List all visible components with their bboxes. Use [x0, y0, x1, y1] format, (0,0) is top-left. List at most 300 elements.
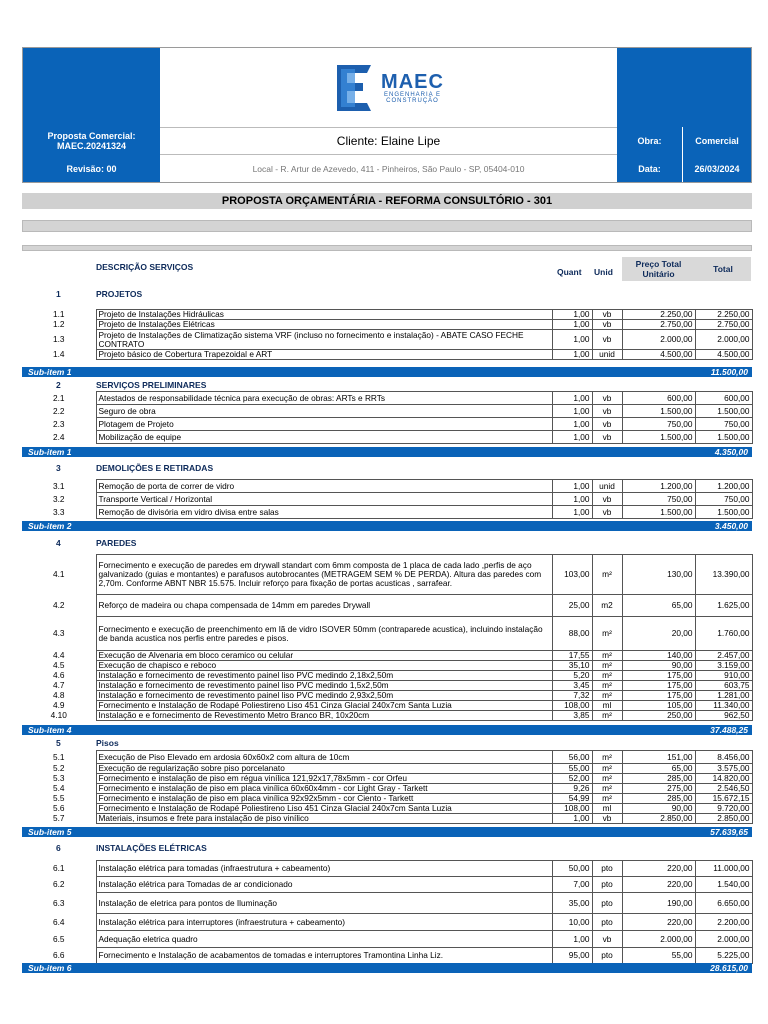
items-table [22, 479, 753, 519]
table-row [22, 671, 752, 681]
item-total: 2.200,00 [695, 914, 752, 931]
item-unit-price: 175,00 [622, 681, 695, 691]
item-unit-price: 90,00 [622, 661, 695, 671]
subtotal-label: Sub-item 4 [28, 725, 72, 735]
item-unit-price: 2.000,00 [622, 931, 695, 948]
item-quantity: 1,00 [552, 931, 592, 948]
item-unit: m² [592, 794, 622, 804]
item-quantity: 1,00 [552, 506, 592, 519]
section-header [22, 289, 752, 301]
table-row [22, 480, 752, 493]
section-title: Pisos [96, 738, 119, 748]
section-title: INSTALAÇÕES ELÉTRICAS [96, 843, 207, 853]
item-unit: pto [592, 914, 622, 931]
table-row [22, 774, 752, 784]
item-total: 4.500,00 [695, 350, 752, 360]
item-unit-price: 285,00 [622, 774, 695, 784]
item-total: 1.200,00 [695, 480, 752, 493]
item-total: 3.575,00 [695, 764, 752, 774]
item-unit-price: 750,00 [622, 493, 695, 506]
item-number: 6.1 [22, 861, 96, 877]
item-unit-price: 2.850,00 [622, 814, 695, 824]
item-description: Materiais, insumos e frete para instalação de piso vinílico [96, 814, 552, 824]
obra-label-cell [617, 127, 683, 155]
item-unit-price: 750,00 [622, 418, 695, 431]
item-unit: vb [592, 392, 622, 405]
item-number: 5.1 [22, 751, 96, 764]
table-row [22, 320, 752, 330]
item-unit: ml [592, 804, 622, 814]
item-number: 4.4 [22, 651, 96, 661]
header-block [22, 47, 752, 183]
item-unit-price: 140,00 [622, 651, 695, 661]
table-row [22, 555, 752, 595]
item-number: 2.2 [22, 405, 96, 418]
item-unit: unid [592, 480, 622, 493]
item-quantity: 52,00 [552, 774, 592, 784]
item-unit-price: 190,00 [622, 893, 695, 914]
table-row [22, 701, 752, 711]
subtotal-row [22, 827, 752, 837]
subtotal-label: Sub-item 1 [28, 447, 72, 457]
item-description: Execução de chapisco e reboco [96, 661, 552, 671]
item-number: 6.5 [22, 931, 96, 948]
table-row [22, 431, 752, 444]
section-header [22, 843, 752, 855]
item-quantity: 10,00 [552, 914, 592, 931]
item-description: Remoção de porta de correr de vidro [96, 480, 552, 493]
section-number: 5 [56, 738, 61, 748]
item-total: 2.000,00 [695, 931, 752, 948]
item-description: Projeto básico de Cobertura Trapezoidal e ART [96, 350, 552, 360]
revision-text: Revisão: 00 [66, 163, 117, 174]
data-value: 26/03/2024 [694, 163, 740, 174]
item-total: 1.500,00 [695, 405, 752, 418]
item-unit: vb [592, 418, 622, 431]
table-row [22, 893, 752, 914]
item-number: 5.7 [22, 814, 96, 824]
item-unit-price: 275,00 [622, 784, 695, 794]
item-description: Fornecimento e execução de preenchimento em lã de vidro ISOVER 50mm (contraparede acustica), incluindo instalação de banda acustica nos perfis entre paredes e pisos. [96, 617, 552, 651]
item-unit: m² [592, 774, 622, 784]
item-total: 2.850,00 [695, 814, 752, 824]
col-quant: Quant [557, 267, 582, 277]
item-description: Fornecimento e Instalação de Rodapé Poliestireno Liso 451 Cinza Glacial 240x7cm Santa Luzia [96, 701, 552, 711]
section-number: 4 [56, 538, 61, 548]
section-title: SERVIÇOS PRELIMINARES [96, 380, 207, 390]
table-row [22, 931, 752, 948]
item-total: 2.250,00 [695, 310, 752, 320]
item-description: Adequação eletrica quadro [96, 931, 552, 948]
table-row [22, 711, 752, 721]
client-text: Cliente: Elaine Lipe [336, 134, 441, 148]
item-quantity: 1,00 [552, 320, 592, 330]
item-unit: m² [592, 784, 622, 794]
subtotal-value: 57.639,65 [710, 827, 748, 837]
item-total: 910,00 [695, 671, 752, 681]
items-table [22, 554, 753, 721]
item-total: 750,00 [695, 418, 752, 431]
logo-area [160, 48, 617, 127]
item-unit: vb [592, 320, 622, 330]
item-number: 6.4 [22, 914, 96, 931]
spacer-bar-1 [22, 220, 752, 232]
item-unit-price: 285,00 [622, 794, 695, 804]
section-number: 1 [56, 289, 61, 299]
subtotal-value: 11.500,00 [710, 367, 748, 377]
item-description: Fornecimento e Instalação de acabamentos de tomadas e interruptores Tramontina Linha Liz. [96, 948, 552, 964]
item-quantity: 17,55 [552, 651, 592, 661]
item-quantity: 108,00 [552, 701, 592, 711]
item-number: 6.2 [22, 877, 96, 893]
item-unit-price: 2.000,00 [622, 330, 695, 350]
item-unit-price: 220,00 [622, 861, 695, 877]
item-description: Projeto de Instalações Hidráulicas [96, 310, 552, 320]
logo [333, 63, 444, 113]
item-quantity: 1,00 [552, 814, 592, 824]
item-unit-price: 1.500,00 [622, 506, 695, 519]
revision-box [23, 155, 160, 182]
item-unit-price: 175,00 [622, 671, 695, 681]
item-total: 8.456,00 [695, 751, 752, 764]
item-description: Execução de Piso Elevado em ardosia 60x60x2 com altura de 10cm [96, 751, 552, 764]
item-unit-price: 105,00 [622, 701, 695, 711]
header-left-top [23, 48, 160, 127]
item-number: 4.2 [22, 595, 96, 617]
location-cell [160, 155, 617, 182]
item-quantity: 88,00 [552, 617, 592, 651]
item-quantity: 1,00 [552, 480, 592, 493]
item-total: 14.820,00 [695, 774, 752, 784]
table-row [22, 861, 752, 877]
table-row [22, 330, 752, 350]
subtotal-row [22, 447, 752, 457]
item-unit: m² [592, 681, 622, 691]
col-preco-line1: Preço Total [635, 259, 682, 269]
item-quantity: 35,10 [552, 661, 592, 671]
table-row [22, 681, 752, 691]
table-row [22, 310, 752, 320]
item-unit: m² [592, 651, 622, 661]
proposal-box [23, 127, 160, 155]
item-description: Instalação elétrica para tomadas (infraestrutura + cabeamento) [96, 861, 552, 877]
item-unit-price: 1.500,00 [622, 431, 695, 444]
item-unit-price: 65,00 [622, 764, 695, 774]
col-total [695, 257, 751, 281]
table-row [22, 751, 752, 764]
item-description: Instalação e fornecimento de revestimento painel liso PVC medindo 2,93x2,50m [96, 691, 552, 701]
item-unit-price: 250,00 [622, 711, 695, 721]
client-cell [160, 127, 617, 155]
item-description: Instalação e fornecimento de revestimento painel liso PVC medindo 1,5x2,50m [96, 681, 552, 691]
item-number: 4.6 [22, 671, 96, 681]
item-number: 1.4 [22, 350, 96, 360]
item-unit-price: 2.250,00 [622, 310, 695, 320]
subtotal-row [22, 725, 752, 735]
subtotal-label: Sub-item 5 [28, 827, 72, 837]
item-description: Seguro de obra [96, 405, 552, 418]
items-table [22, 750, 753, 824]
item-total: 962,50 [695, 711, 752, 721]
item-unit: vb [592, 330, 622, 350]
item-number: 5.6 [22, 804, 96, 814]
col-preco [622, 257, 695, 281]
col-desc: DESCRIÇÃO SERVIÇOS [96, 262, 194, 272]
item-unit: pto [592, 877, 622, 893]
item-quantity: 9,26 [552, 784, 592, 794]
table-row [22, 418, 752, 431]
table-row [22, 784, 752, 794]
subtotal-label: Sub-item 6 [28, 963, 72, 973]
subtotal-row [22, 963, 752, 973]
item-description: Instalação elétrica para Tomadas de ar condicionado [96, 877, 552, 893]
obra-value: Comercial [695, 136, 739, 146]
item-quantity: 3,45 [552, 681, 592, 691]
item-quantity: 5,20 [552, 671, 592, 681]
item-quantity: 95,00 [552, 948, 592, 964]
item-unit: vb [592, 506, 622, 519]
section-header [22, 538, 752, 550]
table-row [22, 794, 752, 804]
item-number: 2.4 [22, 431, 96, 444]
data-value-cell [683, 155, 751, 182]
item-unit: pto [592, 861, 622, 877]
item-unit-price: 220,00 [622, 914, 695, 931]
item-unit: vb [592, 931, 622, 948]
table-row [22, 506, 752, 519]
item-quantity: 1,00 [552, 405, 592, 418]
item-description: Mobilização de equipe [96, 431, 552, 444]
item-number: 6.6 [22, 948, 96, 964]
item-number: 4.10 [22, 711, 96, 721]
table-row [22, 493, 752, 506]
item-number: 4.5 [22, 661, 96, 671]
item-total: 9.720,00 [695, 804, 752, 814]
item-quantity: 3,85 [552, 711, 592, 721]
logo-company: MAEC [381, 70, 444, 93]
item-total: 2.457,00 [695, 651, 752, 661]
item-description: Fornecimento e instalação de piso em placa vinílica 60x60x4mm - cor Light Gray - Tarkett [96, 784, 552, 794]
item-description: Remoção de divisória em vidro divisa entre salas [96, 506, 552, 519]
item-unit: vb [592, 814, 622, 824]
column-header-row [22, 251, 752, 287]
item-quantity: 35,00 [552, 893, 592, 914]
proposal-code: MAEC.20241324 [56, 141, 127, 151]
data-label: Data: [638, 163, 661, 174]
item-number: 4.1 [22, 555, 96, 595]
item-unit: m² [592, 711, 622, 721]
item-quantity: 1,00 [552, 493, 592, 506]
item-unit: m² [592, 661, 622, 671]
table-row [22, 392, 752, 405]
subtotal-value: 37.488,25 [710, 725, 748, 735]
item-unit: pto [592, 893, 622, 914]
item-total: 1.760,00 [695, 617, 752, 651]
item-description: Instalação e fornecimento de revestimento painel liso PVC medindo 2,18x2,50m [96, 671, 552, 681]
table-row [22, 877, 752, 893]
logo-sub2: CONSTRUÇÃO [386, 97, 439, 104]
subtotal-value: 28.615,00 [710, 963, 748, 973]
subtotal-label: Sub-item 1 [28, 367, 72, 377]
item-unit-price: 1.500,00 [622, 405, 695, 418]
item-description: Execução de regularização sobre piso porcelanato [96, 764, 552, 774]
item-unit-price: 4.500,00 [622, 350, 695, 360]
col-total-label: Total [713, 264, 733, 274]
item-quantity: 7,32 [552, 691, 592, 701]
section-header [22, 738, 752, 750]
item-description: Execução de Alvenaria em bloco ceramico ou celular [96, 651, 552, 661]
item-number: 5.3 [22, 774, 96, 784]
section-number: 2 [56, 380, 61, 390]
item-unit: ml [592, 701, 622, 711]
item-description: Reforço de madeira ou chapa compensada de 14mm em paredes Drywall [96, 595, 552, 617]
item-total: 11.340,00 [695, 701, 752, 711]
table-row [22, 764, 752, 774]
item-description: Fornecimento e instalação de piso em placa vinílica 92x92x5mm - cor Ciento - Tarkett [96, 794, 552, 804]
section-title: PROJETOS [96, 289, 143, 299]
item-total: 750,00 [695, 493, 752, 506]
item-unit: m² [592, 555, 622, 595]
item-number: 4.9 [22, 701, 96, 711]
item-quantity: 56,00 [552, 751, 592, 764]
item-unit: m² [592, 671, 622, 681]
item-quantity: 1,00 [552, 330, 592, 350]
item-unit: m² [592, 751, 622, 764]
item-quantity: 1,00 [552, 350, 592, 360]
logo-sub1: ENGENHARIA E [383, 91, 441, 98]
location-text: Local - R. Artur de Azevedo, 411 - Pinheiros, São Paulo - SP, 05404-010 [252, 163, 525, 174]
item-quantity: 1,00 [552, 418, 592, 431]
item-unit-price: 130,00 [622, 555, 695, 595]
item-total: 1.540,00 [695, 877, 752, 893]
item-unit-price: 65,00 [622, 595, 695, 617]
page-title: PROPOSTA ORÇAMENTÁRIA - REFORMA CONSULTÓRIO - 301 [22, 193, 752, 209]
item-unit: vb [592, 431, 622, 444]
item-description: Fornecimento e instalação de piso em régua vinílica 121,92x17,78x5mm - cor Orfeu [96, 774, 552, 784]
item-unit: vb [592, 493, 622, 506]
item-number: 3.2 [22, 493, 96, 506]
table-row [22, 814, 752, 824]
subtotal-value: 3.450,00 [714, 521, 748, 531]
col-unid: Unid [594, 267, 613, 277]
item-total: 3.159,00 [695, 661, 752, 671]
table-row [22, 661, 752, 671]
item-quantity: 50,00 [552, 861, 592, 877]
item-quantity: 1,00 [552, 431, 592, 444]
item-unit-price: 2.750,00 [622, 320, 695, 330]
item-unit-price: 20,00 [622, 617, 695, 651]
item-unit-price: 220,00 [622, 877, 695, 893]
maec-logo-icon [333, 63, 375, 113]
item-description: Instalação e e fornecimento de Revestimento Metro Branco BR, 10x20cm [96, 711, 552, 721]
subtotal-label: Sub-item 2 [28, 521, 72, 531]
item-unit-price: 55,00 [622, 948, 695, 964]
item-description: Transporte Vertical / Horizontal [96, 493, 552, 506]
proposal-label: Proposta Comercial: [47, 131, 136, 141]
item-total: 1.625,00 [695, 595, 752, 617]
item-unit-price: 600,00 [622, 392, 695, 405]
section-number: 3 [56, 463, 61, 473]
item-number: 5.2 [22, 764, 96, 774]
table-row [22, 617, 752, 651]
item-description: Projeto de Instalações Elétricas [96, 320, 552, 330]
item-number: 1.1 [22, 310, 96, 320]
item-total: 6.650,00 [695, 893, 752, 914]
table-row [22, 350, 752, 360]
item-total: 13.390,00 [695, 555, 752, 595]
item-number: 1.2 [22, 320, 96, 330]
item-number: 4.8 [22, 691, 96, 701]
item-description: Projeto de Instalações de Climatização sistema VRF (incluso no fornecimento e instalação) - ABATE CASO FECHE CONTRATO [96, 330, 552, 350]
item-number: 3.3 [22, 506, 96, 519]
col-preco-line2: Unitário [642, 269, 675, 279]
data-label-cell [617, 155, 683, 182]
item-quantity: 54,99 [552, 794, 592, 804]
obra-label: Obra: [637, 136, 662, 146]
item-total: 15.672,15 [695, 794, 752, 804]
obra-value-cell [683, 127, 751, 155]
item-quantity: 7,00 [552, 877, 592, 893]
subtotal-row [22, 521, 752, 531]
items-table [22, 309, 753, 360]
table-row [22, 691, 752, 701]
item-unit: m² [592, 617, 622, 651]
section-title: PAREDES [96, 538, 137, 548]
item-total: 2.000,00 [695, 330, 752, 350]
item-description: Atestados de responsabilidade técnica para execução de obras: ARTs e RRTs [96, 392, 552, 405]
item-unit: vb [592, 310, 622, 320]
item-number: 5.4 [22, 784, 96, 794]
item-unit-price: 90,00 [622, 804, 695, 814]
header-right-top [617, 48, 751, 127]
item-unit-price: 151,00 [622, 751, 695, 764]
item-unit-price: 175,00 [622, 691, 695, 701]
item-number: 1.3 [22, 330, 96, 350]
item-total: 1.500,00 [695, 506, 752, 519]
item-total: 1.500,00 [695, 431, 752, 444]
item-unit: pto [592, 948, 622, 964]
item-quantity: 103,00 [552, 555, 592, 595]
table-row [22, 914, 752, 931]
section-number: 6 [56, 843, 61, 853]
item-number: 4.3 [22, 617, 96, 651]
item-total: 603,75 [695, 681, 752, 691]
item-unit: m2 [592, 595, 622, 617]
item-unit: m² [592, 691, 622, 701]
item-quantity: 108,00 [552, 804, 592, 814]
section-header [22, 463, 752, 475]
item-number: 4.7 [22, 681, 96, 691]
item-total: 2.750,00 [695, 320, 752, 330]
item-unit: unid [592, 350, 622, 360]
item-number: 6.3 [22, 893, 96, 914]
table-row [22, 651, 752, 661]
item-quantity: 55,00 [552, 764, 592, 774]
table-row [22, 948, 752, 964]
item-number: 5.5 [22, 794, 96, 804]
item-unit: m² [592, 764, 622, 774]
item-number: 3.1 [22, 480, 96, 493]
item-description: Plotagem de Projeto [96, 418, 552, 431]
subtotal-value: 4.350,00 [714, 447, 748, 457]
item-description: Fornecimento e execução de paredes em drywall standart com 6mm composta de 1 placa de cada lado ,perfis de aço galvanizado (guias e montantes) e parafusos autobrocantes (METRAGEM SEM % DE PERDA). Altura das paredes com 2,70m. Conforme ABNT NBR 15.575. Incluir reforço para fixação de portas acusticas , sarrafear. [96, 555, 552, 595]
item-description: Instalação de eletrica para pontos de Iluminação [96, 893, 552, 914]
item-quantity: 1,00 [552, 392, 592, 405]
item-total: 600,00 [695, 392, 752, 405]
items-table [22, 391, 753, 444]
item-total: 1.281,00 [695, 691, 752, 701]
item-unit-price: 1.200,00 [622, 480, 695, 493]
